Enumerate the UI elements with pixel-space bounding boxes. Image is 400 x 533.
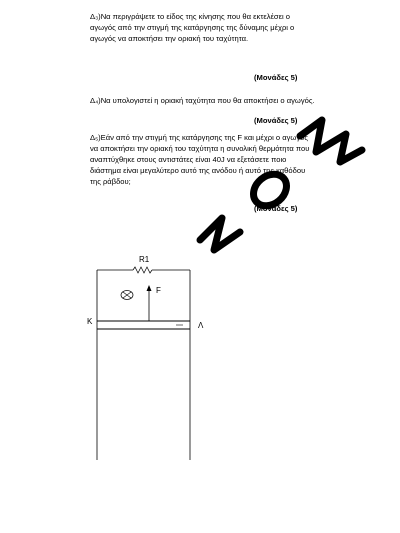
question-d3-line-1: Δ₃)Να περιγράψετε το είδος της κίνησης που θα εκτελέσει ο	[90, 12, 290, 21]
question-d5-line-1: Δ₅)Εάν από την στιγμή της κατάργησης της F και μέχρι ο αγωγός	[90, 133, 309, 142]
question-d5-line-5: της ράβδου;	[90, 177, 131, 186]
question-d5-marks: (Μονάδες 5)	[254, 204, 298, 213]
question-d5-line-2: να αποκτήσει την οριακή του ταχύτητα η συνολική θερμότητα που	[90, 144, 310, 153]
question-d4-line-1: Δ₄)Να υπολογιστεί η οριακή ταχύτητα που θα αποκτήσει ο αγωγός.	[90, 96, 315, 105]
question-d3-line-2: αγωγός από την στιγμή της κατάργησης της δύναμης μέχρι ο	[90, 23, 295, 32]
force-arrow-head-icon	[147, 285, 152, 291]
question-d3-line-3: αγωγός να αποκτήσει την οριακή του ταχύτητα.	[90, 34, 249, 43]
question-d5-line-4: διάστημα είναι μεγαλύτερο αυτό της ανόδου ή αυτό της καθόδου	[90, 166, 306, 175]
question-d5-line-3: αναπτύχθηκε στους αντιστάτες είναι 40J να εξετάσετε ποιο	[90, 155, 287, 164]
magnetic-field-icon	[121, 291, 133, 300]
question-d3-marks: (Μονάδες 5)	[254, 73, 298, 82]
question-d4-marks: (Μονάδες 5)	[254, 116, 298, 125]
resistor-r1-label: R1	[139, 255, 150, 264]
force-label: F	[156, 286, 161, 295]
rod-end-l-label: Λ	[198, 321, 204, 330]
rod-end-k-label: Κ	[87, 317, 93, 326]
resistor-r1-symbol	[133, 267, 152, 273]
